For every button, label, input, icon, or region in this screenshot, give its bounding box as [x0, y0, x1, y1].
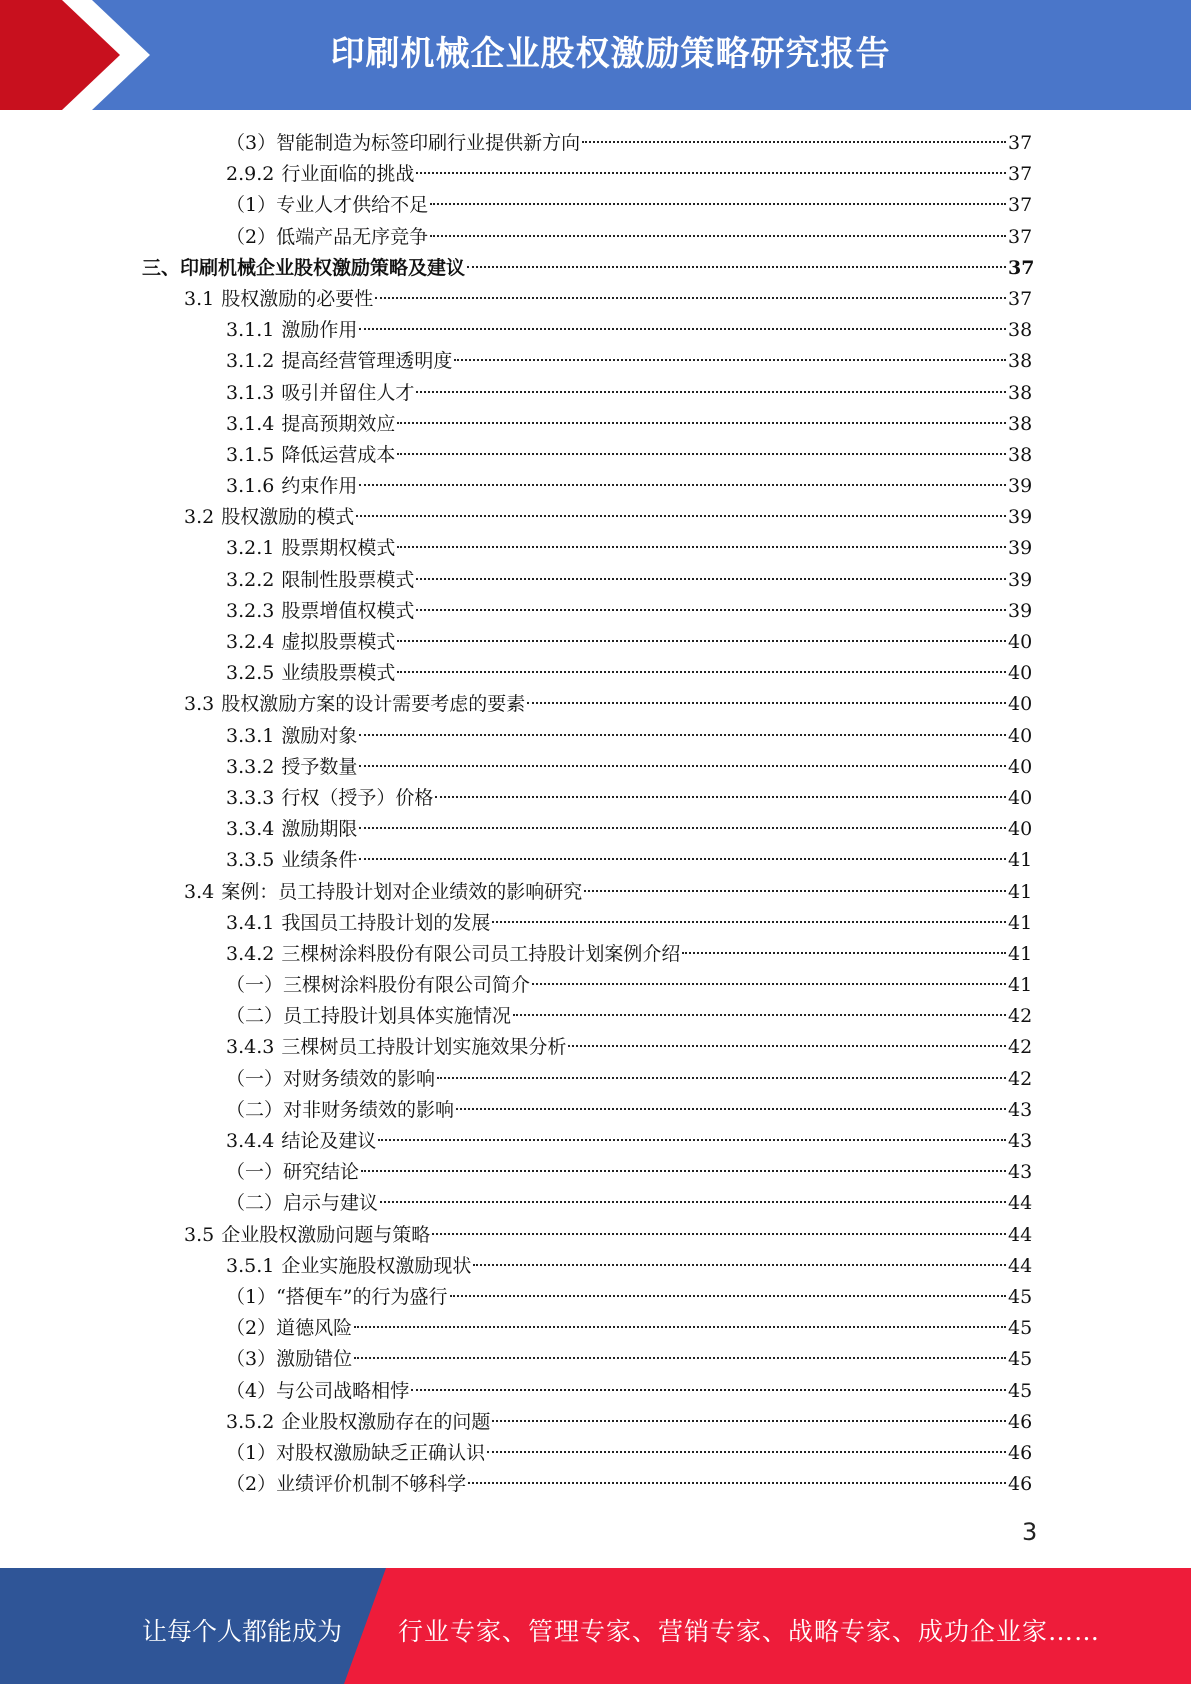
- toc-entry-text: （1）“搭便车”的行为盛行: [226, 1285, 448, 1308]
- toc-entry-number: 3.1.6: [226, 475, 275, 498]
- toc-entry-page: 43: [1008, 1130, 1033, 1152]
- toc-entry-label: [226, 471, 357, 502]
- toc-entry-page: 40: [1008, 631, 1033, 653]
- toc-entry-text: （1）专业人才供给不足: [226, 194, 429, 217]
- toc-dot-leader: [359, 484, 1006, 486]
- toc-entry-number: 3.3: [184, 693, 215, 716]
- toc-entry[interactable]: [0, 1064, 1033, 1095]
- toc-entry-page: 41: [1008, 880, 1033, 903]
- toc-entry-label: [226, 1469, 466, 1500]
- toc-entry-text: 案例：员工持股计划对企业绩效的影响研究: [221, 880, 583, 903]
- toc-entry-label: [184, 502, 354, 533]
- toc-entry-text: 降低运营成本: [281, 443, 396, 466]
- toc-dot-leader: [397, 640, 1006, 642]
- toc-entry-text: 业绩股票模式: [281, 662, 396, 685]
- toc-entry-number: 3.1.2: [226, 350, 275, 373]
- toc-entry-page: 42: [1008, 1005, 1033, 1028]
- toc-entry-page: 45: [1008, 1348, 1033, 1371]
- toc-entry-number: 3.3.3: [226, 786, 275, 809]
- toc-entry-page: 46: [1008, 1473, 1033, 1496]
- toc-entry-page: 44: [1008, 1223, 1033, 1246]
- toc-dot-leader: [430, 203, 1006, 205]
- toc-dot-leader: [467, 266, 1006, 268]
- toc-entry-page: 44: [1008, 1192, 1033, 1215]
- toc-entry-text: 股权激励方案的设计需要考虑的要素: [221, 693, 526, 716]
- toc-entry-label: [226, 908, 490, 939]
- toc-entry-text: 三、印刷机械企业股权激励策略及建议: [142, 256, 466, 279]
- toc-entry-number: 3.2: [184, 506, 215, 529]
- toc-entry[interactable]: [0, 970, 1033, 1001]
- toc-entry-label: [226, 783, 433, 814]
- toc-entry-number: 3.3.2: [226, 755, 275, 778]
- toc-entry-number: 3.4.4: [226, 1130, 275, 1152]
- toc-entry-label: [226, 346, 452, 377]
- toc-dot-leader: [354, 1357, 1006, 1359]
- toc-entry-label: [226, 752, 357, 783]
- toc-entry-page: 37: [1008, 225, 1033, 248]
- toc-entry-page: 46: [1008, 1410, 1033, 1433]
- toc-entry-number: 3.1.5: [226, 443, 275, 466]
- toc-entry-page: 40: [1008, 662, 1033, 685]
- toc-entry[interactable]: [0, 378, 1033, 409]
- report-title: 印刷机械企业股权激励策略研究报告: [330, 34, 891, 74]
- toc-entry-label: [226, 970, 530, 1001]
- toc-entry-text: 股权激励的模式: [221, 506, 355, 529]
- toc-entry-label: [226, 814, 357, 845]
- toc-entry-number: 3.4.1: [226, 911, 275, 934]
- page-footer: [0, 1568, 1191, 1684]
- toc-entry[interactable]: [0, 1126, 1033, 1157]
- toc-entry[interactable]: [0, 471, 1033, 502]
- toc-entry-number: 3.2.1: [226, 537, 275, 560]
- toc-entry-page: 40: [1008, 786, 1033, 809]
- toc-dot-leader: [359, 328, 1006, 330]
- toc-entry-text: 行业面临的挑战: [281, 163, 415, 186]
- toc-entry-text: 激励对象: [281, 724, 358, 747]
- toc-dot-leader: [456, 1108, 1006, 1110]
- toc-entry[interactable]: [0, 783, 1033, 814]
- toc-dot-leader: [437, 1077, 1006, 1079]
- toc-entry[interactable]: [0, 1438, 1033, 1469]
- toc-entry[interactable]: [0, 1001, 1033, 1032]
- toc-entry-label: [226, 222, 428, 253]
- toc-dot-leader: [359, 734, 1006, 736]
- toc-entry-label: [226, 533, 395, 564]
- toc-entry-label: [226, 1095, 454, 1126]
- toc-entry-text: （二）对非财务绩效的影响: [226, 1098, 455, 1121]
- toc-dot-leader: [378, 1139, 1006, 1141]
- toc-entry-text: 业绩条件: [281, 849, 358, 872]
- toc-dot-leader: [492, 921, 1006, 923]
- toc-entry[interactable]: [0, 627, 1033, 658]
- toc-entry-text: 股权激励的必要性: [221, 287, 374, 310]
- toc-entry-label: [226, 1438, 485, 1469]
- toc-entry-label: [226, 1126, 376, 1157]
- toc-entry[interactable]: [0, 908, 1033, 939]
- toc-entry[interactable]: [0, 190, 1033, 221]
- toc-dot-leader: [359, 858, 1006, 860]
- toc-entry-page: 44: [1008, 1254, 1033, 1277]
- toc-entry-text: 结论及建议: [281, 1130, 377, 1152]
- toc-entry-page: 37: [1008, 287, 1033, 310]
- toc-entry-label: [184, 1220, 430, 1251]
- table-of-contents: [0, 128, 1191, 1500]
- toc-dot-leader: [397, 453, 1006, 455]
- toc-dot-leader: [397, 422, 1006, 424]
- toc-entry-page: 39: [1008, 568, 1033, 591]
- toc-entry[interactable]: [0, 253, 1035, 284]
- toc-dot-leader: [411, 1389, 1006, 1391]
- toc-entry-number: 3.3.1: [226, 724, 275, 747]
- toc-entry-label: [226, 1188, 378, 1219]
- toc-entry-number: 3.2.4: [226, 631, 275, 653]
- toc-entry-text: （3）智能制造为标签印刷行业提供新方向: [226, 132, 581, 154]
- toc-dot-leader: [492, 1420, 1006, 1422]
- toc-entry-number: 3.3.4: [226, 818, 275, 841]
- toc-entry-page: 38: [1008, 443, 1033, 466]
- toc-entry[interactable]: [0, 1095, 1033, 1126]
- toc-entry-page: 45: [1008, 1317, 1033, 1340]
- toc-dot-leader: [356, 515, 1006, 517]
- toc-entry-page: 37: [1008, 132, 1033, 154]
- toc-entry-page: 42: [1008, 1036, 1033, 1059]
- toc-dot-leader: [584, 890, 1006, 892]
- toc-entry-label: [226, 1001, 511, 1032]
- toc-entry-label: [226, 409, 395, 440]
- toc-entry-text: （2）低端产品无序竞争: [226, 225, 429, 248]
- toc-entry-label: [226, 627, 395, 658]
- toc-entry-number: 3.1.3: [226, 381, 275, 404]
- toc-dot-leader: [416, 172, 1006, 174]
- toc-entry-text: （一）对财务绩效的影响: [226, 1067, 436, 1090]
- toc-entry[interactable]: [0, 1032, 1033, 1063]
- toc-entry-text: 提高经营管理透明度: [281, 350, 453, 373]
- toc-dot-leader: [450, 1295, 1006, 1297]
- toc-dot-leader: [380, 1201, 1006, 1203]
- toc-entry-text: 企业实施股权激励现状: [281, 1254, 472, 1277]
- toc-dot-leader: [375, 297, 1006, 299]
- toc-entry-page: 38: [1008, 319, 1033, 342]
- toc-entry-page: 38: [1008, 381, 1033, 404]
- toc-entry-label: [226, 721, 357, 752]
- toc-entry-text: 授予数量: [281, 755, 358, 778]
- toc-entry-page: 41: [1008, 974, 1033, 997]
- toc-entry[interactable]: [0, 814, 1033, 845]
- toc-entry-page: 45: [1008, 1379, 1033, 1402]
- toc-dot-leader: [582, 141, 1006, 143]
- page-header: [0, 0, 1191, 110]
- toc-entry[interactable]: [0, 1282, 1033, 1313]
- toc-entry-label: [226, 315, 357, 346]
- toc-entry-label: [226, 1157, 359, 1188]
- toc-entry[interactable]: [0, 284, 1033, 315]
- toc-dot-leader: [416, 578, 1006, 580]
- toc-dot-leader: [397, 671, 1006, 673]
- toc-entry[interactable]: [0, 939, 1033, 970]
- toc-entry-page: 37: [1008, 163, 1033, 186]
- toc-dot-leader: [527, 702, 1006, 704]
- toc-entry-text: （二）员工持股计划具体实施情况: [226, 1005, 512, 1028]
- toc-entry-text: 股票期权模式: [281, 537, 396, 560]
- toc-entry-text: 提高预期效应: [281, 412, 396, 435]
- toc-entry-page: 41: [1008, 911, 1033, 934]
- toc-entry[interactable]: [0, 1188, 1033, 1219]
- toc-entry-label: [226, 1064, 435, 1095]
- toc-entry-page: 39: [1008, 537, 1033, 560]
- toc-entry-label: [142, 253, 465, 284]
- toc-entry-number: 3.5: [184, 1223, 215, 1246]
- toc-entry-page: 38: [1008, 412, 1033, 435]
- toc-entry-page: 40: [1008, 755, 1033, 778]
- toc-entry[interactable]: [0, 222, 1033, 253]
- toc-entry-label: [184, 284, 373, 315]
- toc-entry[interactable]: [0, 845, 1033, 876]
- toc-entry-number: 3.2.5: [226, 662, 275, 685]
- toc-entry[interactable]: [0, 409, 1033, 440]
- toc-dot-leader: [435, 796, 1006, 798]
- toc-entry-page: 40: [1008, 818, 1033, 841]
- toc-entry-page: 37: [1008, 194, 1033, 217]
- toc-entry-page: 41: [1008, 942, 1033, 965]
- toc-entry-label: [226, 1376, 409, 1407]
- toc-entry-text: 约束作用: [281, 475, 358, 498]
- toc-entry-number: 3.4.2: [226, 942, 275, 965]
- toc-entry[interactable]: [0, 346, 1033, 377]
- toc-entry-page: 43: [1008, 1098, 1033, 1121]
- toc-entry[interactable]: [0, 596, 1033, 627]
- toc-dot-leader: [532, 983, 1006, 985]
- toc-entry-label: [226, 190, 428, 221]
- toc-entry[interactable]: [0, 1376, 1033, 1407]
- toc-entry-page: 40: [1008, 693, 1033, 716]
- toc-entry-label: [226, 658, 395, 689]
- toc-entry-label: [226, 845, 357, 876]
- toc-entry-text: （3）激励错位: [226, 1348, 353, 1371]
- toc-entry-page: 39: [1008, 506, 1033, 529]
- toc-dot-leader: [513, 1014, 1006, 1016]
- toc-entry[interactable]: [0, 502, 1033, 533]
- toc-entry-text: （一）三棵树涂料股份有限公司简介: [226, 974, 531, 997]
- toc-dot-leader: [454, 359, 1006, 361]
- toc-entry-text: 激励期限: [281, 818, 358, 841]
- toc-dot-leader: [432, 1233, 1006, 1235]
- toc-entry-page: 37: [1008, 256, 1035, 279]
- toc-entry-page: 41: [1008, 849, 1033, 872]
- toc-entry-number: 3.2.2: [226, 568, 275, 591]
- toc-entry[interactable]: [0, 658, 1033, 689]
- toc-entry-label: [226, 1032, 566, 1063]
- toc-dot-leader: [354, 1326, 1006, 1328]
- toc-entry-label: [226, 1407, 490, 1438]
- toc-entry[interactable]: [0, 128, 1033, 159]
- toc-entry[interactable]: [0, 315, 1033, 346]
- toc-entry-text: 三棵树员工持股计划实施效果分析: [281, 1036, 567, 1059]
- toc-entry-page: 40: [1008, 724, 1033, 747]
- toc-entry-label: [184, 877, 582, 908]
- toc-dot-leader: [487, 1451, 1006, 1453]
- toc-entry-text: 行权（授予）价格: [281, 786, 434, 809]
- toc-entry-text: 吸引并留住人才: [281, 381, 415, 404]
- toc-entry-page: 39: [1008, 475, 1033, 498]
- toc-entry-label: [226, 1282, 448, 1313]
- toc-dot-leader: [568, 1045, 1006, 1047]
- toc-entry[interactable]: [0, 689, 1033, 720]
- toc-entry-page: 39: [1008, 599, 1033, 622]
- toc-entry-text: （二）启示与建议: [226, 1192, 379, 1215]
- toc-entry-label: [226, 939, 680, 970]
- toc-entry-text: 企业股权激励问题与策略: [221, 1223, 431, 1246]
- toc-entry-text: 企业股权激励存在的问题: [281, 1410, 491, 1433]
- toc-entry-label: [226, 596, 414, 627]
- toc-entry-number: 3.1.1: [226, 319, 275, 342]
- toc-entry-text: 三棵树涂料股份有限公司员工持股计划案例介绍: [281, 942, 681, 965]
- toc-entry-text: （4）与公司战略相悖: [226, 1379, 410, 1402]
- toc-entry-label: [184, 689, 525, 720]
- toc-entry[interactable]: [0, 1220, 1033, 1251]
- toc-entry-number: 3.5.2: [226, 1410, 275, 1433]
- toc-entry-number: 3.4.3: [226, 1036, 275, 1059]
- toc-entry-number: 2.9.2: [226, 163, 275, 186]
- toc-entry-label: [226, 159, 414, 190]
- toc-entry[interactable]: [0, 1157, 1033, 1188]
- toc-entry-label: [226, 1313, 352, 1344]
- toc-dot-leader: [359, 827, 1006, 829]
- toc-entry-number: 3.1.4: [226, 412, 275, 435]
- toc-entry-label: [226, 440, 395, 471]
- toc-entry-label: [226, 128, 580, 159]
- toc-entry-text: （一）研究结论: [226, 1161, 360, 1184]
- toc-entry-page: 38: [1008, 350, 1033, 373]
- toc-entry-label: [226, 565, 414, 596]
- toc-entry[interactable]: [0, 1469, 1033, 1500]
- toc-entry-text: （1）对股权激励缺乏正确认识: [226, 1441, 486, 1464]
- toc-entry[interactable]: [0, 533, 1033, 564]
- toc-entry-text: 我国员工持股计划的发展: [281, 911, 491, 934]
- toc-entry[interactable]: [0, 159, 1033, 190]
- toc-entry-number: 3.5.1: [226, 1254, 275, 1277]
- toc-entry-text: （2）道德风险: [226, 1317, 353, 1340]
- toc-dot-leader: [473, 1264, 1006, 1266]
- toc-entry-number: 3.3.5: [226, 849, 275, 872]
- toc-entry-number: 3.4: [184, 880, 215, 903]
- toc-entry-text: 虚拟股票模式: [281, 631, 396, 653]
- page-number: 3: [1022, 1518, 1038, 1546]
- toc-entry[interactable]: [0, 1313, 1033, 1344]
- toc-entry[interactable]: [0, 1407, 1033, 1438]
- toc-entry-page: 45: [1008, 1285, 1033, 1308]
- toc-entry[interactable]: [0, 440, 1033, 471]
- footer-slogan-left: 让每个人都能成为: [142, 1617, 343, 1646]
- toc-entry-page: 42: [1008, 1067, 1033, 1090]
- toc-entry[interactable]: [0, 1251, 1033, 1282]
- toc-entry-label: [226, 1251, 471, 1282]
- footer-slogan-right: 行业专家、管理专家、营销专家、战略专家、成功企业家……: [398, 1617, 1101, 1646]
- toc-entry-label: [226, 1344, 352, 1375]
- toc-entry-number: 3.2.3: [226, 599, 275, 622]
- toc-dot-leader: [468, 1482, 1006, 1484]
- toc-entry-text: 股票增值权模式: [281, 599, 415, 622]
- toc-entry[interactable]: [0, 752, 1033, 783]
- toc-dot-leader: [361, 1170, 1006, 1172]
- toc-entry-page: 43: [1008, 1161, 1033, 1184]
- toc-entry-text: 限制性股票模式: [281, 568, 415, 591]
- toc-dot-leader: [430, 235, 1006, 237]
- toc-entry-page: 46: [1008, 1441, 1033, 1464]
- toc-dot-leader: [397, 546, 1006, 548]
- toc-entry-number: 3.1: [184, 287, 215, 310]
- toc-entry-text: （2）业绩评价机制不够科学: [226, 1473, 467, 1496]
- toc-entry[interactable]: [0, 1344, 1033, 1375]
- toc-entry[interactable]: [0, 565, 1033, 596]
- toc-dot-leader: [416, 391, 1006, 393]
- toc-dot-leader: [682, 952, 1006, 954]
- toc-entry[interactable]: [0, 721, 1033, 752]
- toc-entry-text: 激励作用: [281, 319, 358, 342]
- toc-dot-leader: [416, 609, 1006, 611]
- toc-dot-leader: [359, 765, 1006, 767]
- toc-entry-label: [226, 378, 414, 409]
- toc-entry[interactable]: [0, 877, 1033, 908]
